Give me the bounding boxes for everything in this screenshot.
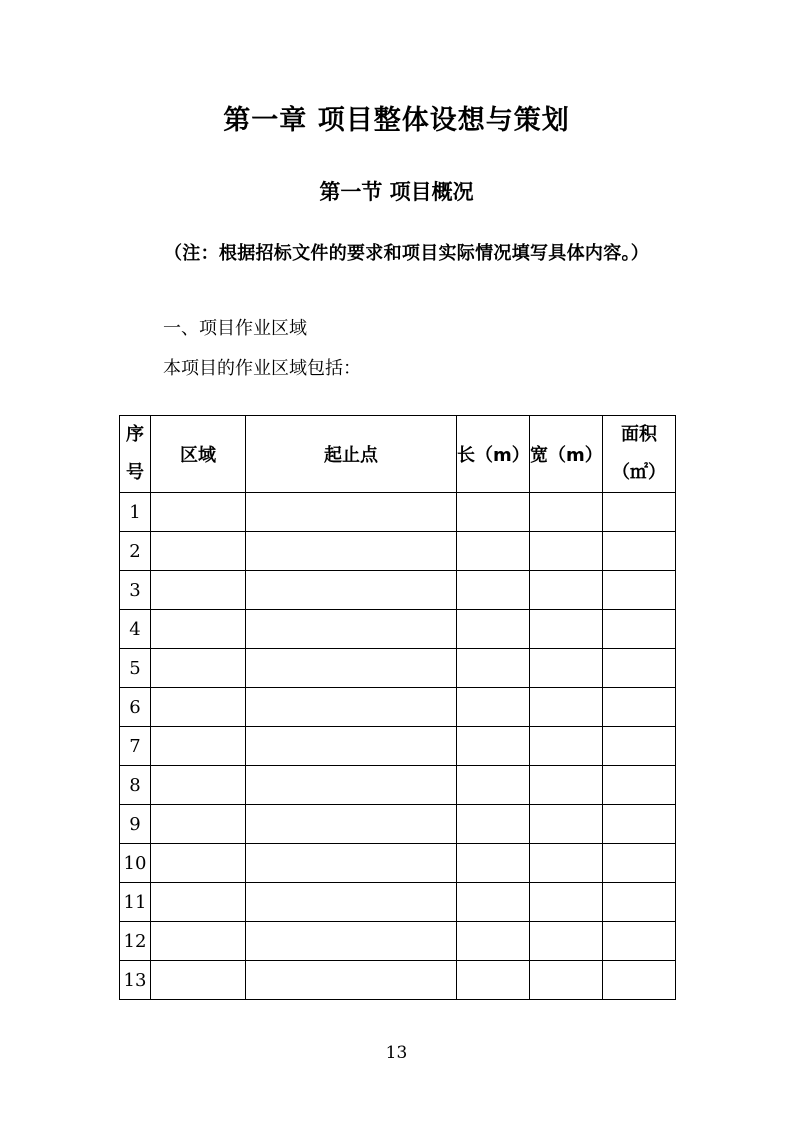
width-cell[interactable] xyxy=(530,961,603,1000)
length-cell[interactable] xyxy=(457,610,530,649)
area-size-cell[interactable] xyxy=(603,766,676,805)
area-size-cell[interactable] xyxy=(603,649,676,688)
width-cell[interactable] xyxy=(530,571,603,610)
area-size-cell[interactable] xyxy=(603,922,676,961)
width-cell[interactable] xyxy=(530,688,603,727)
length-cell[interactable] xyxy=(457,571,530,610)
area-cell[interactable] xyxy=(151,727,246,766)
start-end-point-cell[interactable] xyxy=(246,805,457,844)
width-cell[interactable] xyxy=(530,727,603,766)
length-cell[interactable] xyxy=(457,688,530,727)
row-number-cell: 8 xyxy=(120,766,151,805)
section-title: 第一节 项目概况 xyxy=(319,180,474,204)
width-cell[interactable] xyxy=(530,649,603,688)
area-cell[interactable] xyxy=(151,961,246,1000)
paragraph-work-area-heading: 一、项目作业区域 xyxy=(163,318,307,339)
table-row xyxy=(120,766,676,805)
row-number-cell: 3 xyxy=(120,571,151,610)
row-number-cell: 5 xyxy=(120,649,151,688)
row-number-cell: 11 xyxy=(120,883,151,922)
area-size-cell[interactable] xyxy=(603,493,676,532)
start-end-point-cell[interactable] xyxy=(246,649,457,688)
area-cell[interactable] xyxy=(151,844,246,883)
row-number-cell: 1 xyxy=(120,493,151,532)
header-width: 宽（m） xyxy=(530,416,603,493)
row-number-cell: 2 xyxy=(120,532,151,571)
table-row xyxy=(120,649,676,688)
table-row xyxy=(120,844,676,883)
area-size-cell[interactable] xyxy=(603,610,676,649)
row-number-cell: 10 xyxy=(120,844,151,883)
area-size-cell[interactable] xyxy=(603,688,676,727)
table-row xyxy=(120,727,676,766)
row-number-cell: 9 xyxy=(120,805,151,844)
header-area-size-line-2: （㎡） xyxy=(612,462,666,483)
header-serial-line-2: 号 xyxy=(126,462,144,483)
table-header-row xyxy=(120,416,676,493)
width-cell[interactable] xyxy=(530,766,603,805)
start-end-point-cell[interactable] xyxy=(246,883,457,922)
header-area-size xyxy=(603,416,676,493)
row-number-cell: 7 xyxy=(120,727,151,766)
header-serial-line-1: 序 xyxy=(126,424,144,445)
area-cell[interactable] xyxy=(151,610,246,649)
area-cell[interactable] xyxy=(151,649,246,688)
area-cell[interactable] xyxy=(151,493,246,532)
row-number-cell: 6 xyxy=(120,688,151,727)
area-cell[interactable] xyxy=(151,766,246,805)
length-cell[interactable] xyxy=(457,922,530,961)
length-cell[interactable] xyxy=(457,727,530,766)
length-cell[interactable] xyxy=(457,766,530,805)
table-row xyxy=(120,961,676,1000)
area-cell[interactable] xyxy=(151,571,246,610)
chapter-title: 第一章 项目整体设想与策划 xyxy=(223,105,570,136)
instruction-note: （注：根据招标文件的要求和项目实际情况填写具体内容。） xyxy=(164,243,650,264)
area-cell[interactable] xyxy=(151,883,246,922)
table-body xyxy=(120,493,676,1000)
row-number-cell: 4 xyxy=(120,610,151,649)
area-cell[interactable] xyxy=(151,922,246,961)
width-cell[interactable] xyxy=(530,883,603,922)
area-size-cell[interactable] xyxy=(603,961,676,1000)
table-row xyxy=(120,922,676,961)
length-cell[interactable] xyxy=(457,844,530,883)
area-cell[interactable] xyxy=(151,532,246,571)
page-number: 13 xyxy=(385,1043,408,1063)
start-end-point-cell[interactable] xyxy=(246,844,457,883)
length-cell[interactable] xyxy=(457,883,530,922)
table-row xyxy=(120,493,676,532)
start-end-point-cell[interactable] xyxy=(246,571,457,610)
header-start-end-point: 起止点 xyxy=(246,416,457,493)
width-cell[interactable] xyxy=(530,844,603,883)
start-end-point-cell[interactable] xyxy=(246,493,457,532)
area-size-cell[interactable] xyxy=(603,844,676,883)
start-end-point-cell[interactable] xyxy=(246,610,457,649)
area-size-cell[interactable] xyxy=(603,883,676,922)
row-number-cell: 13 xyxy=(120,961,151,1000)
area-size-cell[interactable] xyxy=(603,805,676,844)
table-row xyxy=(120,883,676,922)
header-area-size-line-1: 面积 xyxy=(621,424,657,445)
header-length: 长（m） xyxy=(457,416,530,493)
width-cell[interactable] xyxy=(530,532,603,571)
start-end-point-cell[interactable] xyxy=(246,532,457,571)
work-area-table xyxy=(119,415,676,1000)
length-cell[interactable] xyxy=(457,649,530,688)
width-cell[interactable] xyxy=(530,805,603,844)
start-end-point-cell[interactable] xyxy=(246,961,457,1000)
area-size-cell[interactable] xyxy=(603,571,676,610)
start-end-point-cell[interactable] xyxy=(246,766,457,805)
width-cell[interactable] xyxy=(530,922,603,961)
header-serial-number xyxy=(120,416,151,493)
start-end-point-cell[interactable] xyxy=(246,922,457,961)
area-cell[interactable] xyxy=(151,805,246,844)
header-area: 区域 xyxy=(151,416,246,493)
width-cell[interactable] xyxy=(530,610,603,649)
row-number-cell: 12 xyxy=(120,922,151,961)
table-row xyxy=(120,532,676,571)
length-cell[interactable] xyxy=(457,805,530,844)
start-end-point-cell[interactable] xyxy=(246,688,457,727)
length-cell[interactable] xyxy=(457,532,530,571)
length-cell[interactable] xyxy=(457,493,530,532)
area-size-cell[interactable] xyxy=(603,532,676,571)
width-cell[interactable] xyxy=(530,493,603,532)
table-row xyxy=(120,571,676,610)
start-end-point-cell[interactable] xyxy=(246,727,457,766)
table-row xyxy=(120,688,676,727)
table-row xyxy=(120,610,676,649)
length-cell[interactable] xyxy=(457,961,530,1000)
table-row xyxy=(120,805,676,844)
area-cell[interactable] xyxy=(151,688,246,727)
area-size-cell[interactable] xyxy=(603,727,676,766)
paragraph-work-area-intro: 本项目的作业区域包括： xyxy=(163,358,361,379)
